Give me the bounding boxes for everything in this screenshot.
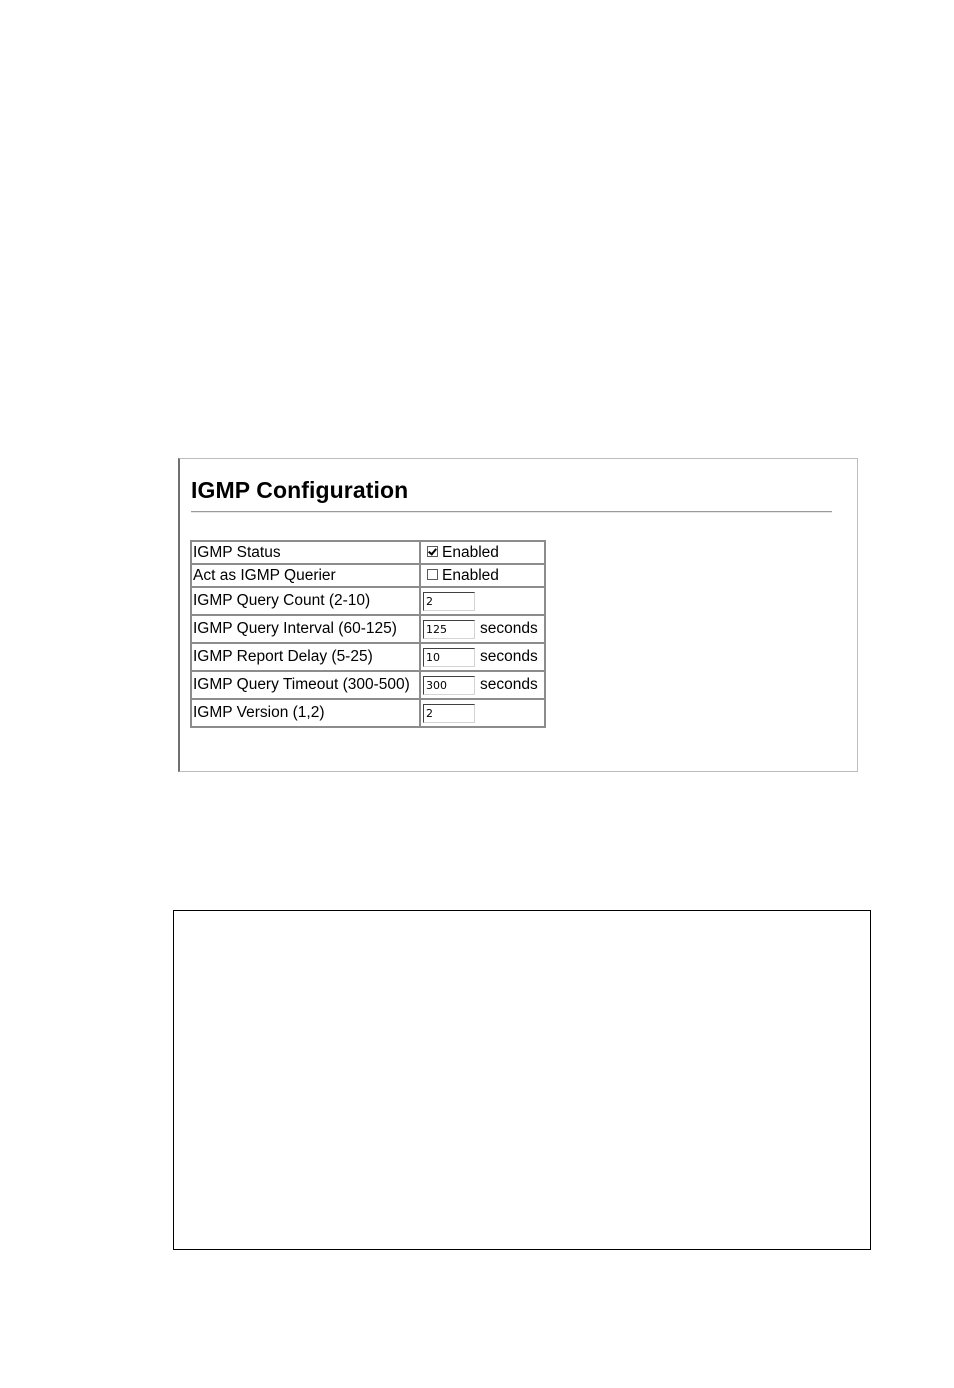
igmp-config-window (178, 458, 858, 772)
console-output-box (173, 910, 871, 1250)
act-as-querier-enabled-label: Enabled (442, 566, 499, 584)
page-title: IGMP Configuration (191, 477, 409, 503)
query-timeout-label: IGMP Query Timeout (300-500) (191, 671, 420, 699)
table-row-query-timeout (191, 671, 545, 699)
report-delay-input[interactable] (423, 648, 475, 667)
igmp-version-input[interactable] (423, 704, 475, 723)
title-divider (191, 511, 832, 513)
act-as-querier-cell (420, 564, 545, 587)
query-interval-input[interactable] (423, 620, 475, 639)
query-count-input[interactable] (423, 592, 475, 611)
query-count-label: IGMP Query Count (2-10) (191, 587, 420, 615)
table-row-report-delay (191, 643, 545, 671)
table-row-act-as-querier (191, 564, 545, 587)
query-timeout-unit: seconds (480, 676, 538, 693)
igmp-status-checkbox[interactable] (427, 546, 438, 557)
igmp-status-label: IGMP Status (191, 541, 420, 564)
query-interval-label: IGMP Query Interval (60-125) (191, 615, 420, 643)
query-interval-cell (420, 615, 545, 643)
table-row-query-interval (191, 615, 545, 643)
table-row-igmp-version (191, 699, 545, 727)
table-row-query-count (191, 587, 545, 615)
report-delay-cell (420, 643, 545, 671)
query-timeout-input[interactable] (423, 676, 475, 695)
query-interval-unit: seconds (480, 620, 538, 637)
act-as-querier-checkbox[interactable] (427, 569, 438, 580)
report-delay-unit: seconds (480, 648, 538, 665)
query-count-cell (420, 587, 545, 615)
report-delay-label: IGMP Report Delay (5-25) (191, 643, 420, 671)
query-timeout-cell (420, 671, 545, 699)
igmp-status-cell (420, 541, 545, 564)
igmp-status-enabled-label: Enabled (442, 543, 499, 561)
igmp-config-table (190, 540, 546, 728)
table-row-igmp-status (191, 541, 545, 564)
igmp-version-label: IGMP Version (1,2) (191, 699, 420, 727)
igmp-version-cell (420, 699, 545, 727)
act-as-querier-label: Act as IGMP Querier (191, 564, 420, 587)
